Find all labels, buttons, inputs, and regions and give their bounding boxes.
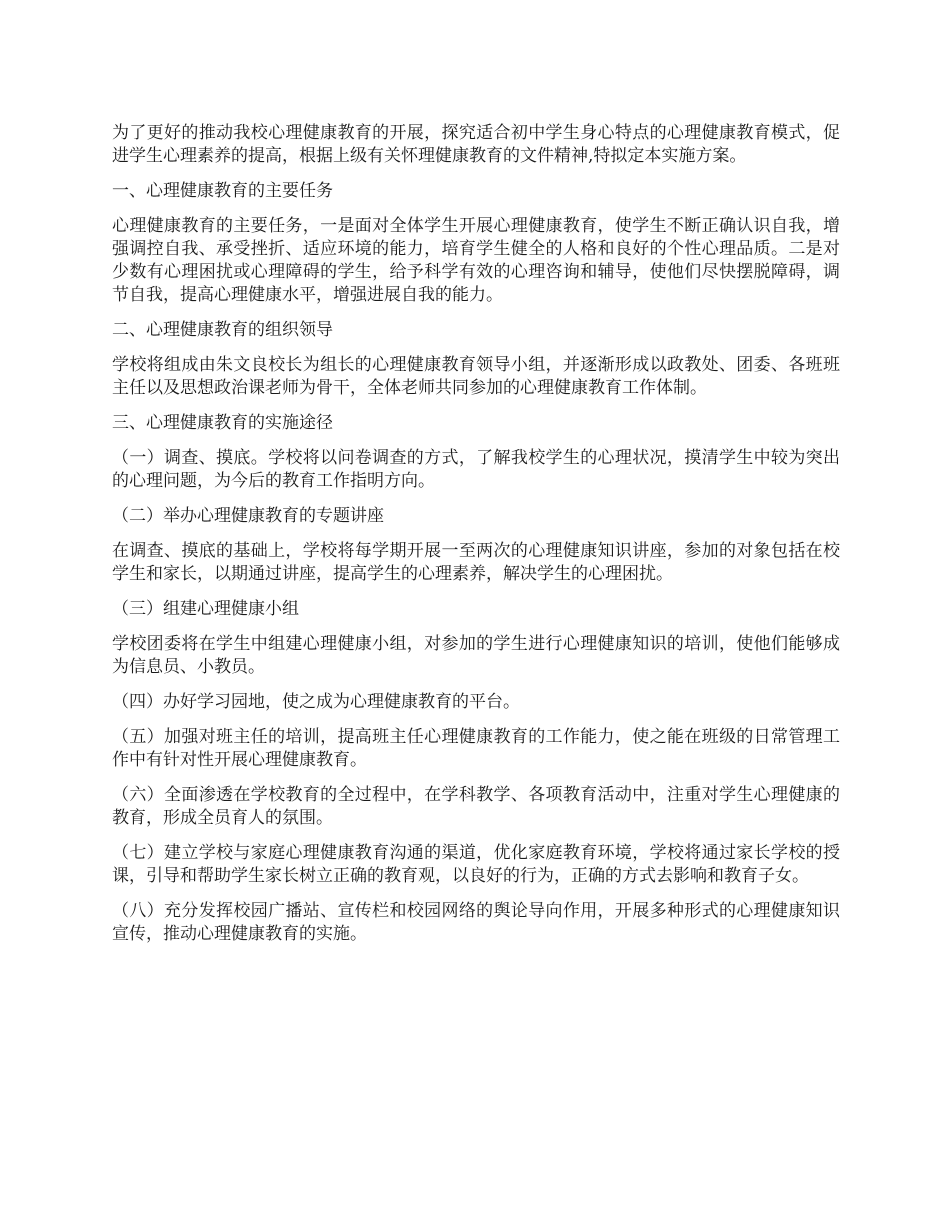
item-family-channel: （七）建立学校与家庭心理健康教育沟通的渠道，优化家庭教育环境，学校将通过家长学校的授课，引导和帮助学生家长树立正确的教育观，以良好的行为，正确的方式去影响和教育子女。	[112, 843, 840, 886]
item-group-heading: （三）组建心理健康小组	[112, 599, 299, 619]
intro-paragraph: 为了更好的推动我校心理健康教育的开展，探究适合初中学生身心特点的心理健康教育模式，促进学生心理素养的提高，根据上级有关怀理健康教育的文件精神,特拟定本实施方案。	[112, 123, 840, 166]
item-publicity: （八）充分发挥校园广播站、宣传栏和校园网络的舆论导向作用，开展多种形式的心理健康知识宣传，推动心理健康教育的实施。	[112, 901, 840, 944]
item-survey: （一）调查、摸底。学校将以问卷调查的方式，了解我校学生的心理状况，摸清学生中较为突出的心理问题，为今后的教育工作指明方向。	[112, 448, 840, 491]
lectures-paragraph: 在调查、摸底的基础上，学校将每学期开展一至两次的心理健康知识讲座，参加的对象包括在校学生和家长，以期通过讲座，提高学生的心理素养，解决学生的心理困扰。	[112, 541, 840, 584]
document-body	[112, 122, 840, 958]
tasks-paragraph: 心理健康教育的主要任务，一是面对全体学生开展心理健康教育，使学生不断正确认识自我，增强调控自我、承受挫折、适应环境的能力，培育学生健全的人格和良好的个性心理品质。二是对少数有心理困扰或心理障碍的学生，给予科学有效的心理咨询和辅导，使他们尽快摆脱障碍，调节自我，提高心理健康水平，增强进展自我的能力。	[112, 216, 840, 305]
leadership-paragraph: 学校将组成由朱文良校长为组长的心理健康教育领导小组，并逐渐形成以政教处、团委、各班班主任以及思想政治课老师为骨干，全体老师共同参加的心理健康教育工作体制。	[112, 355, 840, 398]
item-study-garden: （四）办好学习园地，使之成为心理健康教育的平台。	[112, 692, 520, 712]
group-paragraph: 学校团委将在学生中组建心理健康小组，对参加的学生进行心理健康知识的培训，使他们能够成为信息员、小教员。	[112, 634, 840, 677]
section-heading-leadership: 二、心理健康教育的组织领导	[112, 320, 333, 340]
item-teacher-training: （五）加强对班主任的培训，提高班主任心理健康教育的工作能力，使之能在班级的日常管理工作中有针对性开展心理健康教育。	[112, 727, 840, 770]
item-lectures-heading: （二）举办心理健康教育的专题讲座	[112, 506, 384, 526]
item-full-integration: （六）全面渗透在学校教育的全过程中，在学科教学、各项教育活动中，注重对学生心理健康的教育，形成全员育人的氛围。	[112, 785, 840, 828]
section-heading-tasks: 一、心理健康教育的主要任务	[112, 181, 333, 201]
section-heading-approaches: 三、心理健康教育的实施途径	[112, 413, 333, 433]
